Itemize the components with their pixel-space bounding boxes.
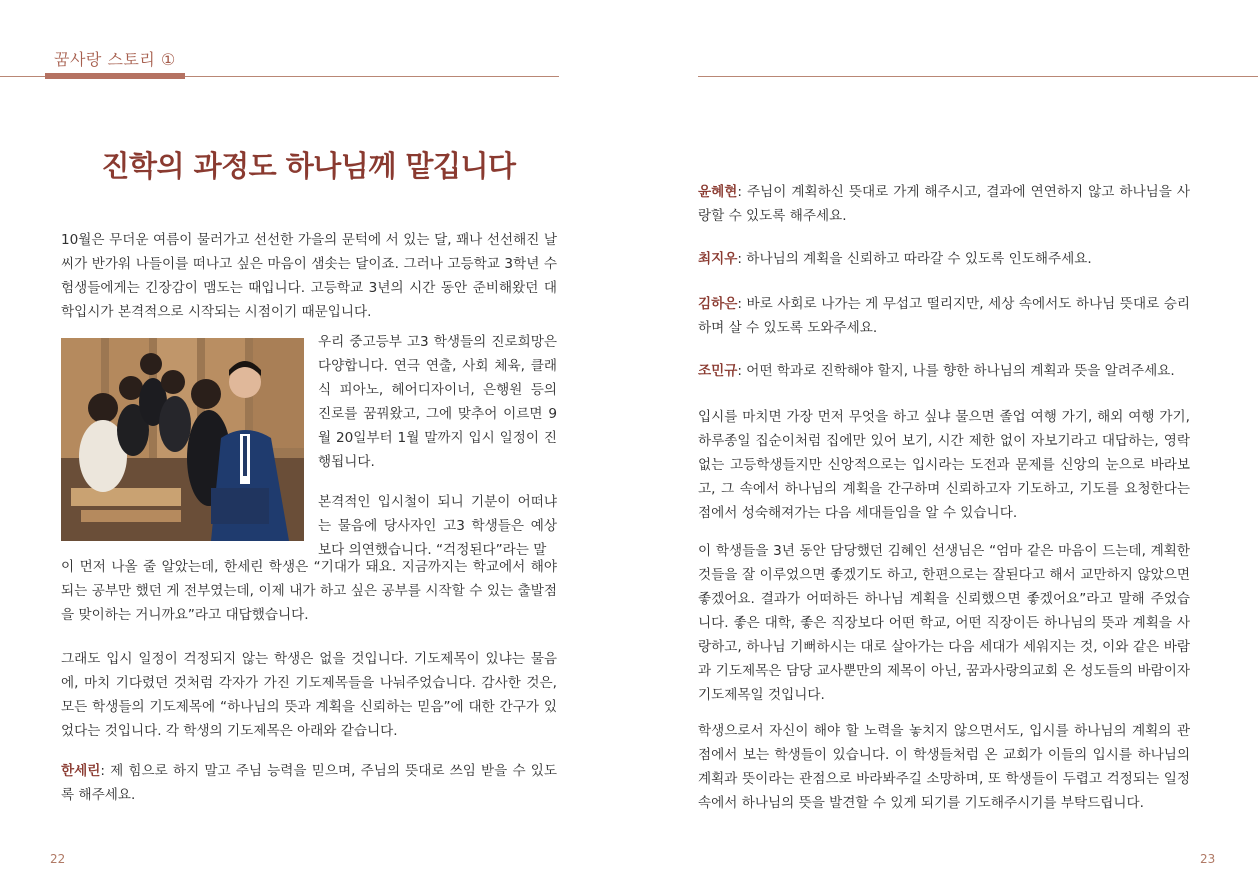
prayer-item <box>698 359 1190 383</box>
right-page <box>640 0 1258 892</box>
prayer-item <box>698 292 1190 340</box>
prayer-item <box>698 247 1190 271</box>
page-number-left: 22 <box>50 852 66 866</box>
article-title: 진학의 과정도 하나님께 맡깁니다 <box>101 149 516 183</box>
student-name: 윤혜현 <box>698 184 738 200</box>
header-rule <box>698 76 1258 77</box>
wrap-paragraph-2: 본격적인 입시철이 되니 기분이 어떠냐는 물음에 당사자인 고3 학생들은 예상보다 의연했습니다. “걱정된다”라는 말 <box>318 494 557 558</box>
page-number-right: 23 <box>1200 852 1216 866</box>
students-photo-illustration <box>61 338 304 541</box>
students-photo <box>61 338 304 541</box>
paragraph-r2: 이 학생들을 3년 동안 담당했던 김혜인 선생님은 “엄마 같은 마음이 드는데, 계획한 것들을 잘 이루었으면 좋겠기도 하고, 한편으로는 잘된다고 해서 교만하지 않았으면 좋겠어요. 결과가 어떠하든 하나님 계획을 신뢰했으면 좋겠어요”라고 말해 주었습니다. 좋은 대학, 좋은 직장보다 어떤 학교, 어떤 직장이든 하나님의 뜻과 계획을 사랑하고, 하나님 기뻐하시는 대로 살아가는 다음 세대가 세워지는 것, 이와 같은 바람과 기도제목은 담당 교사뿐만의 제목이 아닌, 꿈과사랑의교회 온 성도들의 바람이자 기도제목일 것입니다. <box>698 543 1190 703</box>
wrap-paragraph-1: 우리 중고등부 고3 학생들의 진로희망은 다양합니다. 연극 연출, 사회 체육, 클래식 피아노, 헤어디자이너, 은행원 등의 진로를 꿈꿔왔고, 그에 맞추어 이르면 9월 20일부터 1월 말까지 입시 일정이 진행됩니다. <box>318 334 557 470</box>
intro-paragraph: 10월은 무더운 여름이 물러가고 선선한 가을의 문턱에 서 있는 달, 꽤나 선선해진 날씨가 반가워 나들이를 떠나고 싶은 마음이 샘솟는 달이죠. 그러나 고등학교 3학년 수험생들에게는 긴장감이 맴도는 때입니다. 고등학교 3년의 시간 동안 준비해왔던 대학입시가 본격적으로 시작되는 시점이기 때문입니다. <box>61 232 557 320</box>
student-name: 최지우 <box>698 251 738 267</box>
paragraph-3: 그래도 입시 일정이 걱정되지 않는 학생은 없을 것입니다. 기도제목이 있냐는 물음에, 마치 기다렸던 것처럼 각자가 가진 기도제목들을 나눠주었습니다. 감사한 것은, 모든 학생들의 기도제목에 “하나님의 뜻과 계획을 신뢰하는 믿음”에 대한 간구가 있었다는 것입니다. 각 학생의 기도제목은 아래와 같습니다. <box>61 651 557 739</box>
prayer-text: : 제 힘으로 하지 말고 주님 능력을 믿으며, 주님의 뜻대로 쓰임 받을 수 있도록 해주세요. <box>61 763 557 803</box>
header-accent-bar <box>45 73 185 79</box>
prayer-text: : 어떤 학과로 진학해야 할지, 나를 향한 하나님의 계획과 뜻을 알려주세요. <box>737 363 1175 379</box>
continuation-paragraph: 이 먼저 나올 줄 알았는데, 한세린 학생은 “기대가 돼요. 지금까지는 학교에서 해야 되는 공부만 했던 게 전부였는데, 이제 내가 하고 싶은 공부를 시작할 수 있는 출발점을 맞이하는 거니까요”라고 대답했습니다. <box>61 559 557 623</box>
student-name: 김하은 <box>698 296 738 312</box>
paragraph-r1: 입시를 마치면 가장 먼저 무엇을 하고 싶냐 물으면 졸업 여행 가기, 해외 여행 가기, 하루종일 집순이처럼 집에만 있어 보기, 시간 제한 없이 자보기라고 대답하는, 영락없는 고등학생들지만 신앙적으로는 입시라는 도전과 문제를 신앙의 눈으로 바라보고, 그 속에서 하나님의 계획을 간구하며 신뢰하고자 기도하고, 기도를 요청한다는 점에서 성숙해져가는 다음 세대들임을 알 수 있습니다. <box>698 409 1190 521</box>
student-name: 조민규 <box>698 363 738 379</box>
prayer-item <box>61 759 557 807</box>
student-name: 한세린 <box>61 763 101 779</box>
prayer-text: : 하나님의 계획을 신뢰하고 따라갈 수 있도록 인도해주세요. <box>737 251 1092 267</box>
left-page <box>0 0 620 892</box>
prayer-item <box>698 180 1190 228</box>
section-label: 꿈사랑 스토리 ① <box>54 50 176 69</box>
paragraph-r3: 학생으로서 자신이 해야 할 노력을 놓치지 않으면서도, 입시를 하나님의 계획의 관점에서 보는 학생들이 있습니다. 이 학생들처럼 온 교회가 이들의 입시를 하나님의 계획과 뜻이라는 관점으로 바라봐주길 소망하며, 또 학생들이 두렵고 걱정되는 일정 속에서 하나님의 뜻을 발견할 수 있게 되기를 기도해주시기를 부탁드립니다. <box>698 723 1190 811</box>
prayer-text: : 바로 사회로 나가는 게 무섭고 떨리지만, 세상 속에서도 하나님 뜻대로 승리하며 살 수 있도록 도와주세요. <box>698 296 1190 336</box>
prayer-text: : 주님이 계획하신 뜻대로 가게 해주시고, 결과에 연연하지 않고 하나님을 사랑할 수 있도록 해주세요. <box>698 184 1190 224</box>
